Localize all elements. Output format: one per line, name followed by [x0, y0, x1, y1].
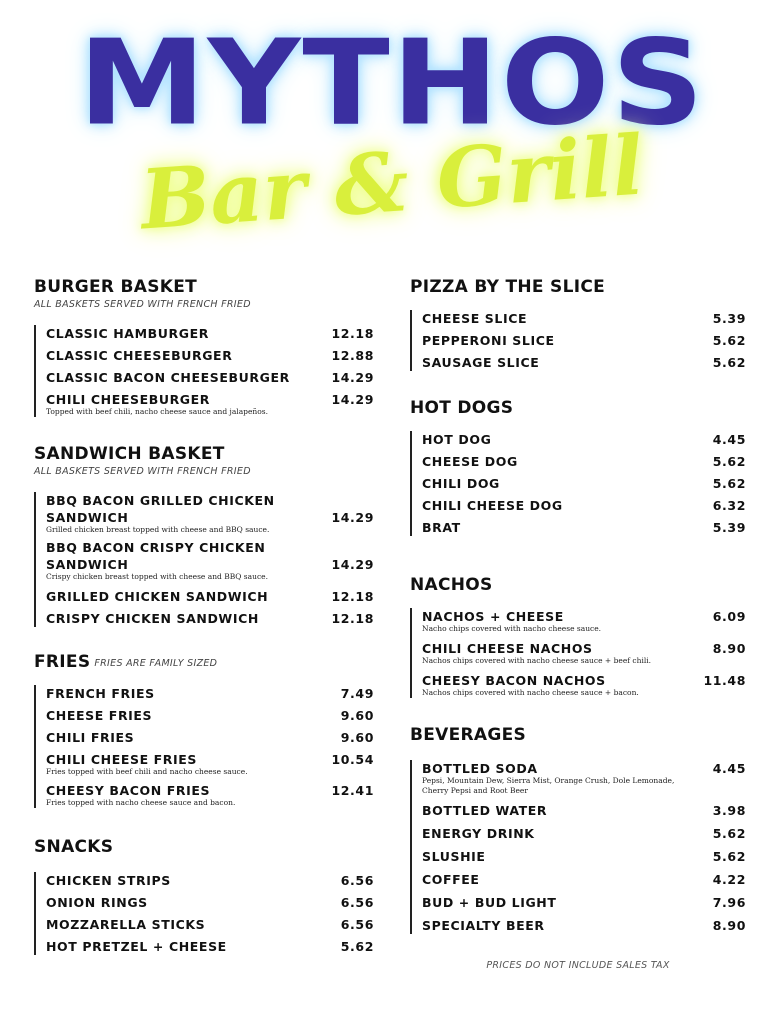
menu-item	[46, 782, 374, 808]
section-title-row	[34, 651, 374, 673]
item-price: 5.39	[712, 520, 746, 535]
item-price: 3.98	[712, 803, 746, 818]
menu-item	[46, 539, 374, 582]
item-price: 5.62	[340, 939, 374, 954]
item-price: 12.18	[331, 589, 374, 604]
section-pizza	[410, 276, 746, 371]
item-price: 5.62	[712, 355, 746, 370]
section-title: SANDWICH BASKET	[34, 444, 225, 464]
item-name: COFFEE	[422, 872, 480, 887]
menu-item	[46, 872, 374, 889]
item-name: CHILI CHEESE FRIES	[46, 752, 198, 767]
item-name: ENERGY DRINK	[422, 826, 535, 841]
item-price: 7.49	[340, 686, 374, 701]
item-price: 11.48	[703, 673, 746, 688]
item-name: BRAT	[422, 520, 461, 535]
item-description: Fries topped with beef chili and nacho cheese sauce.	[46, 767, 248, 776]
item-price: 8.90	[712, 918, 746, 933]
menu-item	[46, 729, 374, 746]
item-price: 6.56	[340, 873, 374, 888]
item-description: Grilled chicken breast topped with cheese and BBQ sauce.	[46, 525, 270, 534]
item-name: SAUSAGE SLICE	[422, 355, 540, 370]
section-note: ALL BASKETS SERVED WITH FRENCH FRIED	[34, 466, 251, 477]
item-name: CHEESE DOG	[422, 454, 518, 469]
item-price: 12.41	[331, 783, 374, 798]
item-list	[34, 492, 374, 627]
item-price: 6.09	[712, 609, 746, 624]
menu-item	[46, 751, 374, 777]
section-snacks	[34, 836, 374, 955]
section-hot-dogs	[410, 397, 746, 536]
item-list	[34, 325, 374, 417]
menu-item	[422, 825, 746, 842]
item-price: 5.62	[712, 849, 746, 864]
section-sandwich-basket	[34, 443, 374, 627]
item-name: CHILI CHEESEBURGER	[46, 392, 211, 407]
item-price: 12.18	[331, 611, 374, 626]
item-name: CHEESE SLICE	[422, 311, 528, 326]
menu-item	[46, 894, 374, 911]
section-note: ALL BASKETS SERVED WITH FRENCH FRIED	[34, 299, 251, 310]
item-name: BBQ BACON GRILLED CHICKEN SANDWICH	[46, 493, 275, 525]
menu-item	[46, 707, 374, 724]
section-beverages	[410, 724, 746, 934]
item-price: 4.45	[712, 432, 746, 447]
menu-item	[46, 588, 374, 605]
menu-item	[46, 685, 374, 702]
menu-item	[422, 802, 746, 819]
section-title: BEVERAGES	[410, 725, 527, 745]
item-list	[34, 685, 374, 808]
item-name: ONION RINGS	[46, 895, 148, 910]
item-price: 12.18	[331, 326, 374, 341]
item-price: 5.39	[712, 311, 746, 326]
item-price: 6.32	[712, 498, 746, 513]
menu-header	[0, 0, 784, 260]
item-name: HOT DOG	[422, 432, 492, 447]
item-list	[34, 872, 374, 955]
item-name: BOTTLED WATER	[422, 803, 548, 818]
brand-subtitle: Bar & Grill	[137, 117, 647, 249]
item-price: 10.54	[331, 752, 374, 767]
menu-item	[422, 672, 746, 698]
item-description: Nachos chips covered with nacho cheese sauce + beef chili.	[422, 656, 652, 665]
item-price: 14.29	[331, 370, 374, 385]
item-name: FRENCH FRIES	[46, 686, 155, 701]
section-title: PIZZA BY THE SLICE	[410, 277, 606, 297]
item-description: Fries topped with nacho cheese sauce and bacon.	[46, 798, 236, 807]
section-nachos	[410, 574, 746, 698]
menu-item	[46, 492, 374, 535]
menu-item	[46, 347, 374, 364]
item-price: 4.22	[712, 872, 746, 887]
item-price: 14.29	[331, 510, 374, 525]
menu-item	[422, 917, 746, 934]
item-name: PEPPERONI SLICE	[422, 333, 555, 348]
section-title: BURGER BASKET	[34, 277, 198, 297]
menu-item	[422, 332, 746, 349]
brand-logo: MYTHOS	[78, 14, 706, 153]
section-burger-basket	[34, 276, 374, 417]
item-name: CHILI FRIES	[46, 730, 135, 745]
menu-item	[422, 894, 746, 911]
menu-item	[422, 431, 746, 448]
item-price: 9.60	[340, 730, 374, 745]
menu-item	[422, 871, 746, 888]
tax-footnote: PRICES DO NOT INCLUDE SALES TAX	[486, 960, 670, 971]
item-price: 12.88	[331, 348, 374, 363]
item-description: Crispy chicken breast topped with cheese and BBQ sauce.	[46, 572, 268, 581]
item-price: 5.62	[712, 454, 746, 469]
item-name: BUD + BUD LIGHT	[422, 895, 557, 910]
menu-item	[46, 369, 374, 386]
item-name: SPECIALTY BEER	[422, 918, 545, 933]
item-name: NACHOS + CHEESE	[422, 609, 564, 624]
item-price: 14.29	[331, 557, 374, 572]
menu-item	[46, 391, 374, 417]
menu-item	[422, 760, 746, 796]
item-description: Topped with beef chili, nacho cheese sauce and jalapeños.	[46, 407, 268, 416]
item-price: 5.62	[712, 826, 746, 841]
item-name: BBQ BACON CRISPY CHICKEN SANDWICH	[46, 540, 266, 572]
item-name: CHICKEN STRIPS	[46, 873, 171, 888]
menu-item	[422, 354, 746, 371]
item-price: 8.90	[712, 641, 746, 656]
item-name: BOTTLED SODA	[422, 761, 538, 776]
menu-item	[422, 848, 746, 865]
menu-item	[422, 519, 746, 536]
item-price: 9.60	[340, 708, 374, 723]
item-name: CHILI CHEESE NACHOS	[422, 641, 593, 656]
item-price: 14.29	[331, 392, 374, 407]
menu-item	[46, 610, 374, 627]
item-name: CLASSIC BACON CHEESEBURGER	[46, 370, 290, 385]
menu-item	[422, 475, 746, 492]
section-title: FRIES	[34, 652, 91, 672]
menu-item	[46, 916, 374, 933]
item-name: CHEESY BACON NACHOS	[422, 673, 606, 688]
item-list	[410, 431, 746, 536]
item-name: CHEESE FRIES	[46, 708, 153, 723]
item-price: 4.45	[712, 761, 746, 776]
right-column	[410, 270, 746, 934]
item-name: CRISPY CHICKEN SANDWICH	[46, 611, 259, 626]
item-price: 6.56	[340, 917, 374, 932]
item-name: CLASSIC HAMBURGER	[46, 326, 209, 341]
item-name: SLUSHIE	[422, 849, 486, 864]
item-name: CHILI DOG	[422, 476, 500, 491]
menu-item	[46, 325, 374, 342]
item-name: CHILI CHEESE DOG	[422, 498, 563, 513]
menu-item	[422, 497, 746, 514]
menu-item	[422, 640, 746, 666]
item-list	[410, 310, 746, 371]
item-description: Pepsi, Mountain Dew, Sierra Mist, Orange Crush, Dole Lemonade, Cherry Pepsi and Root Beer	[422, 776, 675, 795]
section-note: FRIES ARE FAMILY SIZED	[94, 658, 218, 669]
item-name: HOT PRETZEL + CHEESE	[46, 939, 227, 954]
section-fries	[34, 651, 374, 808]
item-list	[410, 608, 746, 698]
item-list	[410, 760, 746, 934]
section-title: NACHOS	[410, 575, 493, 595]
section-title: SNACKS	[34, 837, 114, 857]
section-title: HOT DOGS	[410, 398, 514, 418]
menu-item	[422, 608, 746, 634]
menu-item	[422, 453, 746, 470]
left-column	[34, 270, 374, 955]
item-description: Nacho chips covered with nacho cheese sauce.	[422, 624, 602, 633]
item-name: GRILLED CHICKEN SANDWICH	[46, 589, 269, 604]
item-price: 7.96	[712, 895, 746, 910]
item-description: Nachos chips covered with nacho cheese sauce + bacon.	[422, 688, 639, 697]
item-price: 5.62	[712, 333, 746, 348]
item-name: CLASSIC CHEESEBURGER	[46, 348, 233, 363]
item-price: 5.62	[712, 476, 746, 491]
menu-item	[422, 310, 746, 327]
menu-item	[46, 938, 374, 955]
item-name: CHEESY BACON FRIES	[46, 783, 211, 798]
item-name: MOZZARELLA STICKS	[46, 917, 206, 932]
item-price: 6.56	[340, 895, 374, 910]
